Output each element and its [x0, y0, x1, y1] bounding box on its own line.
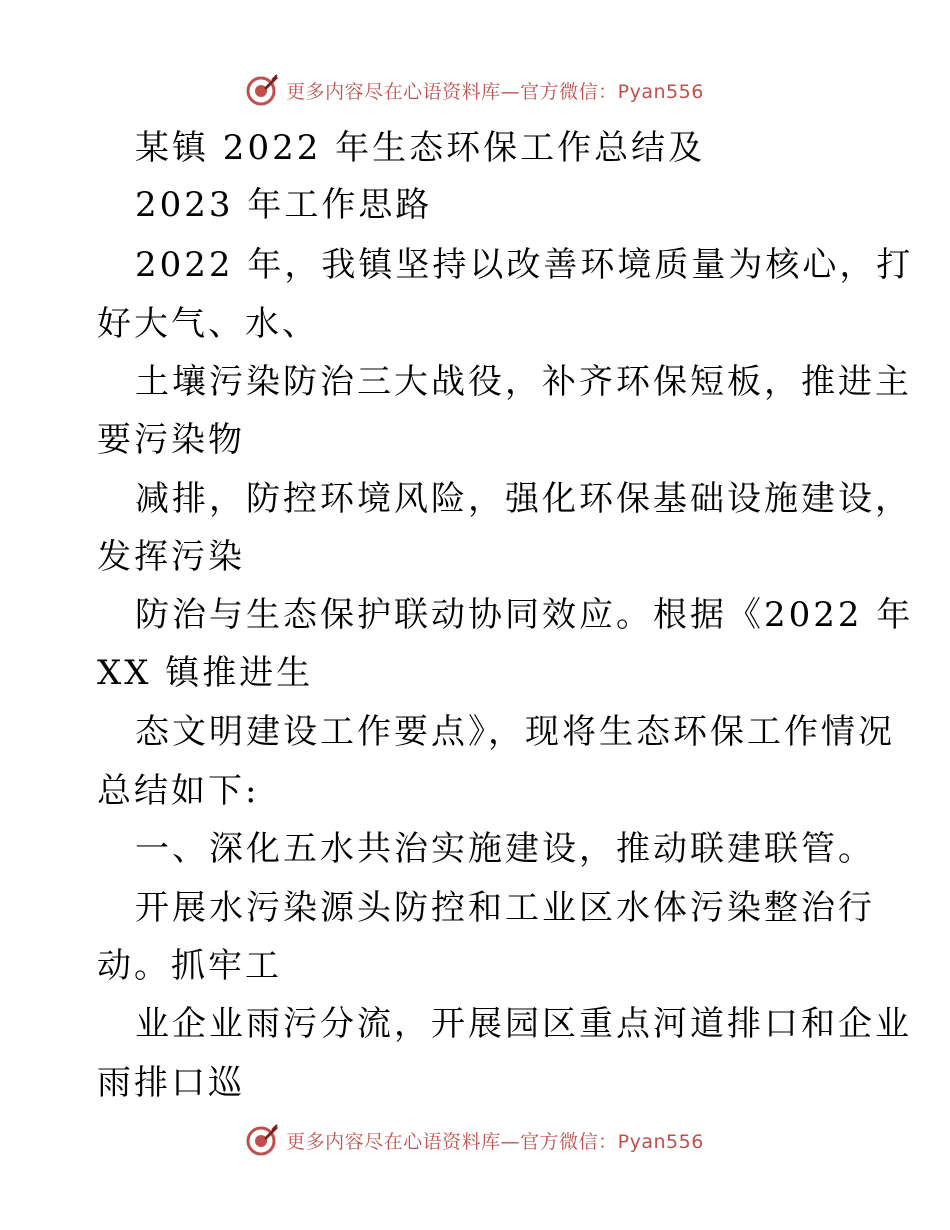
watermark-text: 更多内容尽在心语资料库—官方微信：Pyan556 — [286, 80, 704, 103]
paragraph-line: 好大气、水、 — [97, 304, 319, 344]
doc-title-line-1: 某镇 2022 年生态环保工作总结及 — [135, 128, 706, 168]
paragraph-line: 业企业雨污分流，开展园区重点河道排口和企业 — [135, 1004, 912, 1044]
watermark-text: 更多内容尽在心语资料库—官方微信：Pyan556 — [286, 1130, 704, 1153]
paragraph-line: 动。抓牢工 — [97, 946, 282, 986]
paragraph-line: XX 镇推进生 — [97, 653, 314, 693]
paragraph-line: 雨排口巡 — [97, 1063, 245, 1103]
paragraph-line: 要污染物 — [97, 420, 245, 460]
paragraph-line: 总结如下: — [97, 771, 260, 811]
paragraph-line: 发挥污染 — [97, 537, 245, 577]
doc-title-line-2: 2023 年工作思路 — [135, 185, 433, 225]
footer-watermark — [0, 1120, 950, 1160]
paragraph-line: 开展水污染源头防控和工业区水体污染整治行 — [135, 888, 875, 928]
paragraph-line: 防治与生态保护联动协同效应。根据《2022 年 — [135, 595, 914, 635]
paragraph-line: 2022 年，我镇坚持以改善环境质量为核心，打 — [135, 245, 914, 285]
section-heading: 一、深化五水共治实施建设，推动联建联管。 — [135, 829, 875, 869]
paragraph-line: 减排，防控环境风险，强化环保基础设施建设， — [135, 479, 912, 519]
pen-logo-icon — [246, 73, 280, 107]
paragraph-line: 土壤污染防治三大战役，补齐环保短板，推进主 — [135, 362, 912, 402]
paragraph-line: 态文明建设工作要点》，现将生态环保工作情况 — [135, 712, 895, 752]
pen-logo-icon — [246, 1123, 280, 1157]
header-watermark — [0, 70, 950, 110]
